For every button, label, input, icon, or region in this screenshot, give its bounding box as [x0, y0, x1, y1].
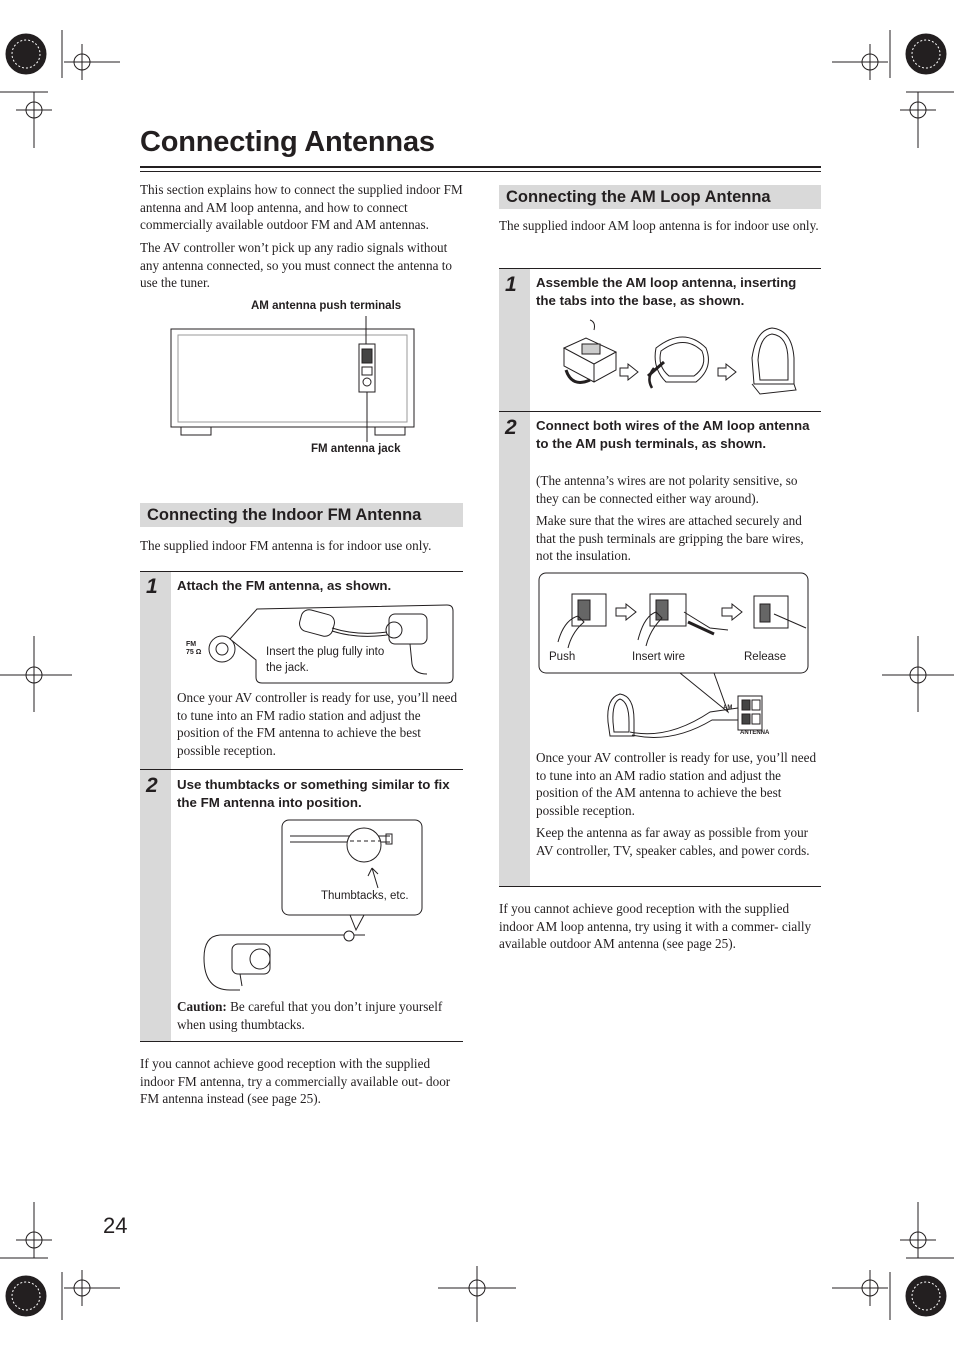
intro-paragraph-2: The AV controller won’t pick up any radio signals without any antenna connected, so you must connect the antenna to use the tuner. [140, 240, 452, 291]
label-insert-wire: Insert wire [632, 651, 686, 663]
fm-step-2-title: Use thumbtacks or something similar to fix the FM antenna into position. [177, 777, 450, 810]
terminal-antenna-label: ANTENNA [740, 730, 770, 736]
fm-caution [177, 998, 462, 1033]
rear-panel-illustration [170, 316, 420, 444]
terminal-am-label: AM [723, 705, 733, 711]
thumbtacks-callout: Thumbtacks, etc. [321, 890, 409, 902]
am-step-2-tune-note: Once your AV controller is ready for use, you’ll need to tune into an AM radio station and adjust the position of the AM antenna to achieve the best possible reception. [536, 750, 817, 818]
title-rule [140, 166, 821, 168]
am-loop-assembly-illustration [556, 318, 800, 408]
fm-step-1-title: Attach the FM antenna, as shown. [177, 578, 392, 593]
am-step-gutter [499, 268, 530, 887]
fm-plug-callout: Insert the plug fully into the jack. [266, 646, 385, 674]
am-step-2-distance-note: Keep the antenna as far away as possible from your AV controller, TV, speaker cables, and power cords. [536, 825, 810, 858]
am-step-2-polarity-note: (The antenna’s wires are not polarity sensitive, so they can be connected either way around). [536, 473, 798, 506]
label-push: Push [549, 651, 576, 663]
am-terminals-label: AM antenna push terminals [251, 300, 402, 312]
am-step-2-title: Connect both wires of the AM loop antenna to the AM push terminals, as shown. [536, 418, 810, 451]
am-step-2-number: 2 [505, 416, 517, 439]
am-step-1-title: Assemble the AM loop antenna, inserting the tabs into the base, as shown. [536, 275, 797, 308]
am-section-heading: Connecting the AM Loop Antenna [499, 185, 821, 209]
fm-outro: If you cannot achieve good reception with the supplied indoor FM antenna, try a commercially available out- door FM antenna instead (see page 25). [140, 1056, 451, 1107]
fm-caution-label: Caution: [177, 999, 227, 1014]
am-intro: The supplied indoor AM loop antenna is for indoor use only. [499, 218, 819, 233]
fm-jack-fm-label: FM [186, 641, 197, 648]
am-step-1-number: 1 [505, 273, 517, 296]
label-release: Release [744, 651, 787, 663]
fm-intro: The supplied indoor FM antenna is for indoor use only. [140, 538, 432, 553]
fm-jack-label: FM antenna jack [311, 443, 401, 455]
am-outro: If you cannot achieve good reception with the supplied indoor AM loop antenna, try using it with a commer- cially available outdoor AM antenna (see page 25). [499, 901, 812, 952]
fm-jack-ohm-label: 75 Ω [186, 649, 202, 656]
fm-section-heading: Connecting the Indoor FM Antenna [140, 503, 463, 527]
fm-step-1-body: Once your AV controller is ready for use, you’ll need to tune into an FM radio station and adjust the position of the FM antenna to achieve the best possible reception. [177, 690, 458, 758]
intro-paragraph-1: This section explains how to connect the supplied indoor FM antenna and AM loop antenna, and how to connect commercially available outdoor FM and AM antennas. [140, 182, 463, 233]
page-title: Connecting Antennas [140, 126, 435, 158]
fm-step-gutter [140, 571, 171, 1042]
fm-step-1-number: 1 [146, 575, 158, 598]
am-step-2-secure-note: Make sure that the wires are attached securely and that the push terminals are gripping the bare wires, not the insulation. [536, 513, 804, 564]
thumbtack-illustration [200, 818, 430, 996]
title-rule-thin [140, 171, 821, 172]
page-number: 24 [103, 1213, 128, 1238]
fm-step-2-number: 2 [146, 774, 158, 797]
fm-caution-text: Be careful that you don’t injure yourself when using thumbtacks. [177, 999, 443, 1032]
